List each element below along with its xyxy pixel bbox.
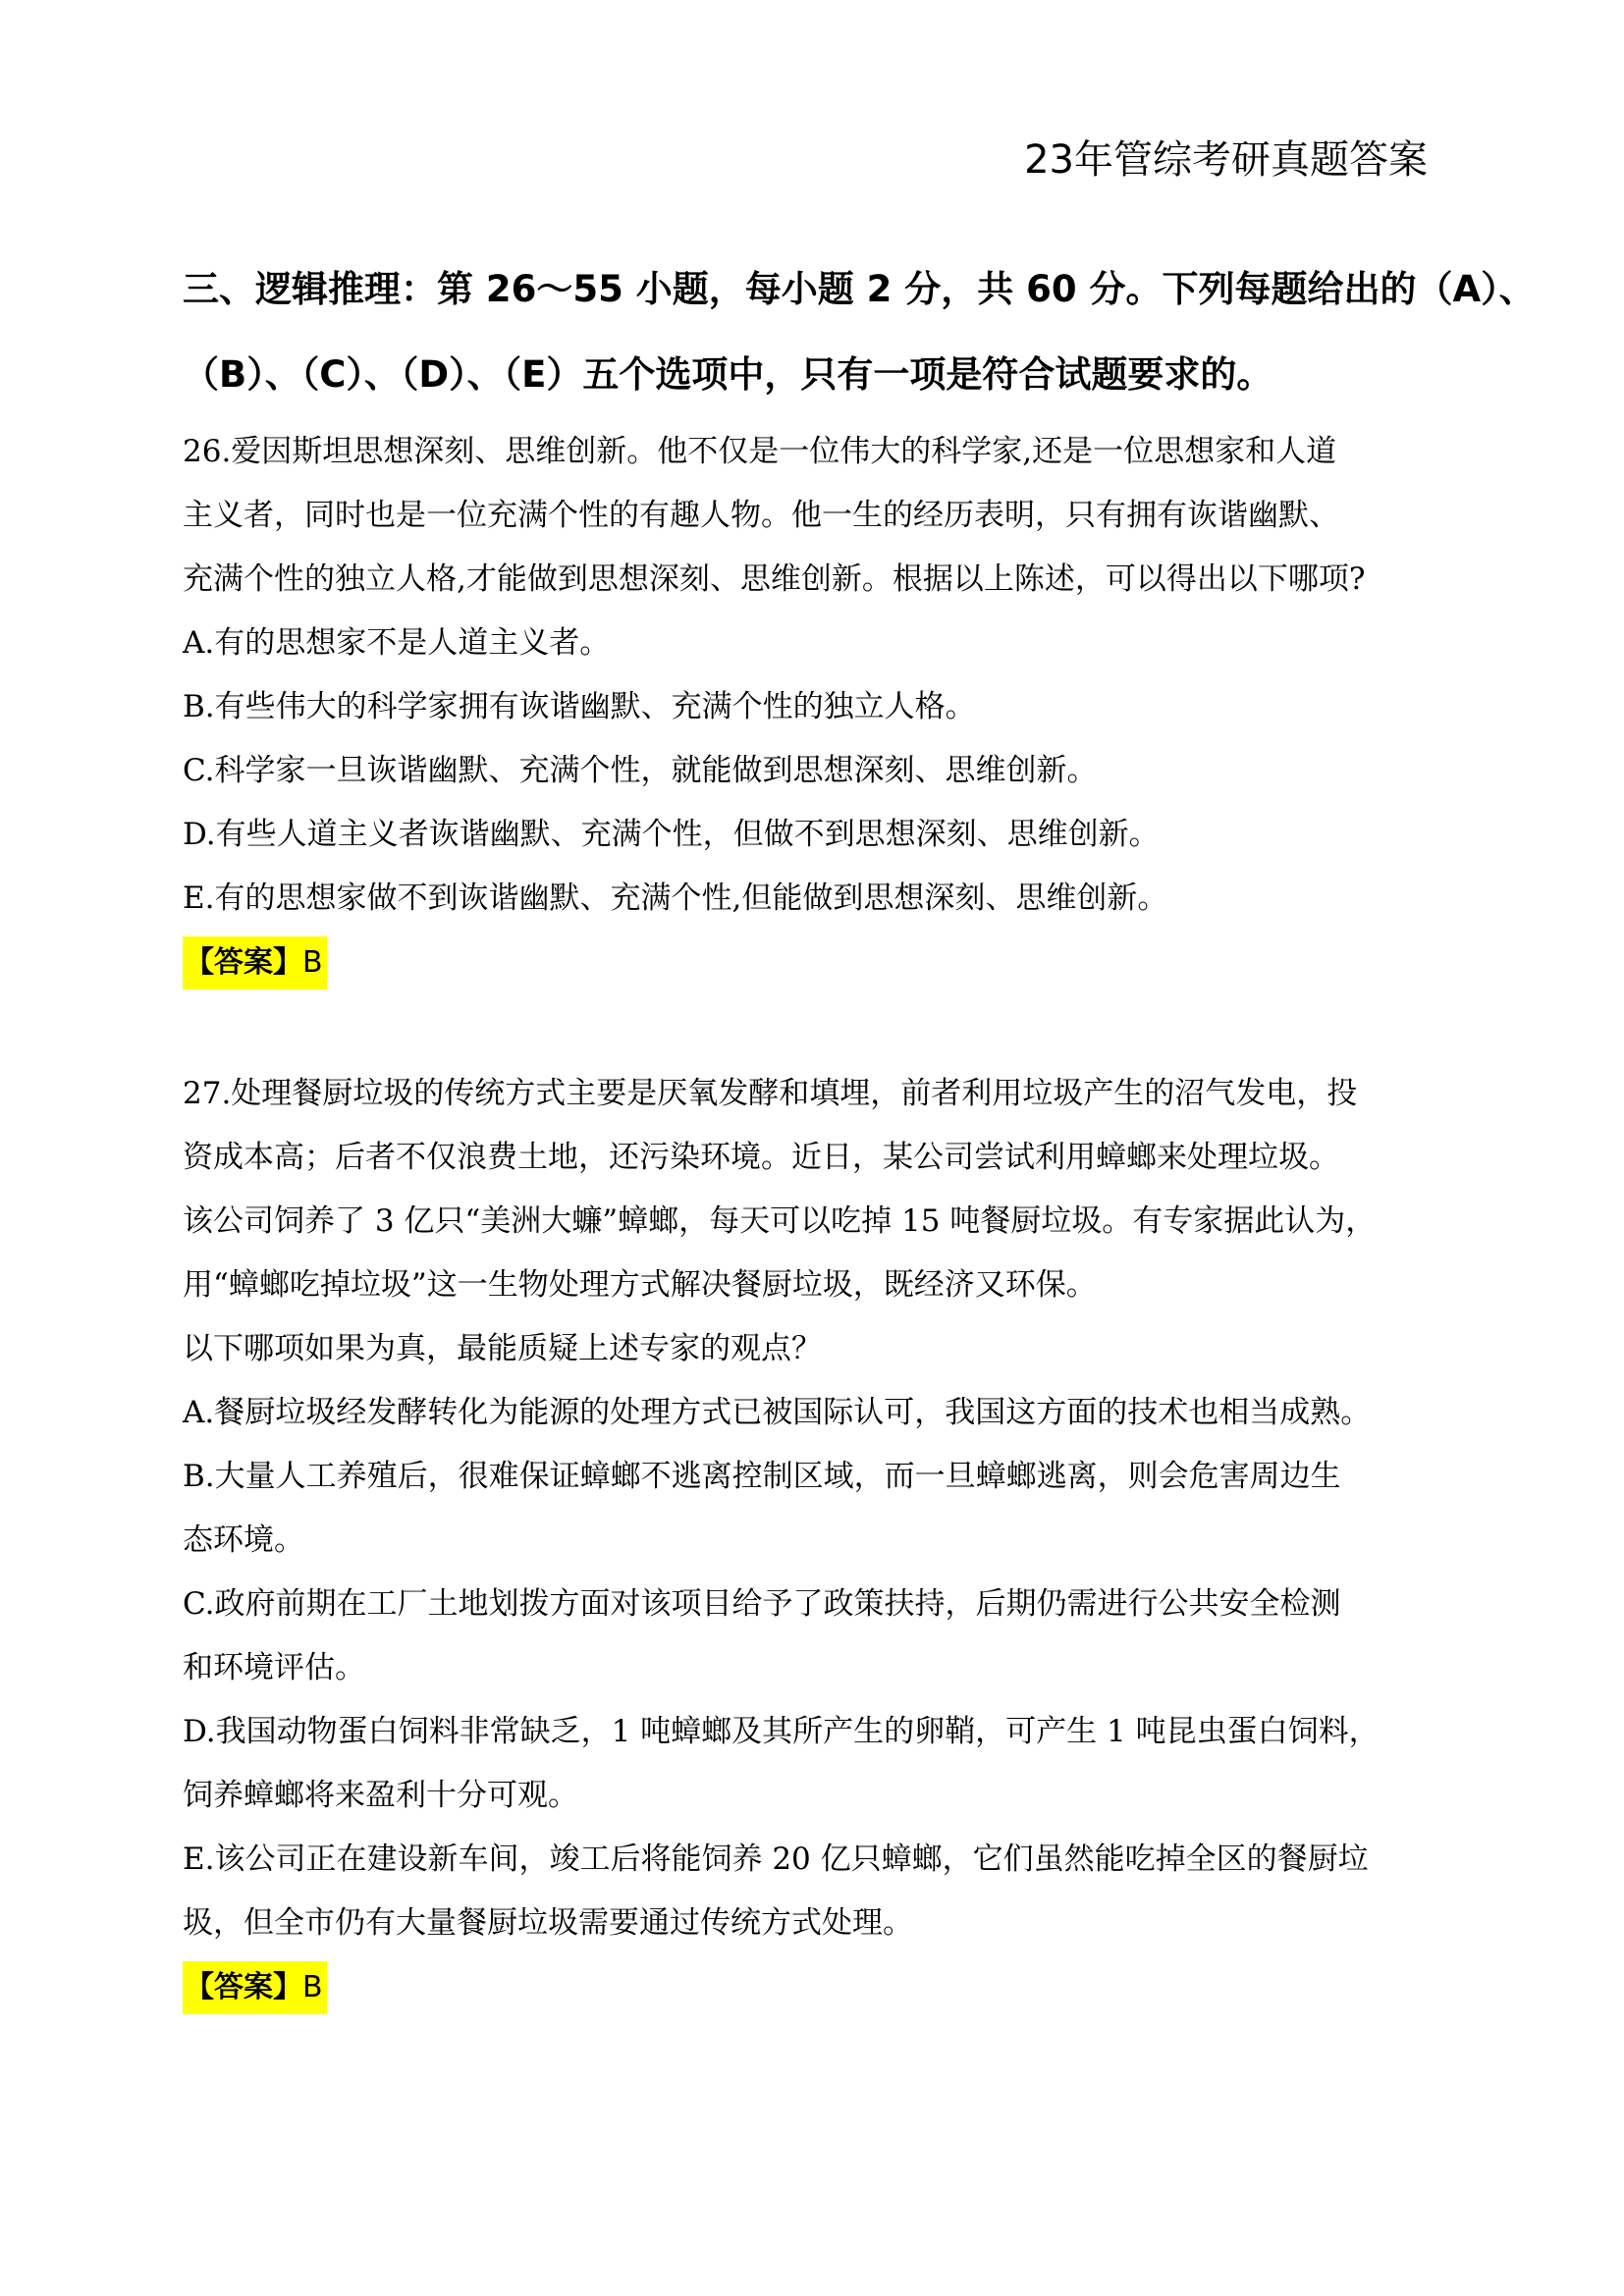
option-c: C.政府前期在工厂土地划拨方面对该项目给予了政策扶持，后期仍需进行公共安全检测	[183, 1586, 1341, 1622]
option-e-continued: 圾，但全市仍有大量餐厨垃圾需要通过传统方式处理。	[183, 1905, 913, 1941]
question-stem-line: 该公司饲养了 3 亿只“美洲大蠊”蟑螂，每天可以吃掉 15 吨餐厨垃圾。有专家据此认为，	[183, 1203, 1377, 1239]
answer-value: B	[302, 1970, 323, 2004]
option-a: A.有的思想家不是人道主义者。	[183, 625, 611, 661]
answer-label: 【答案】	[185, 945, 302, 980]
section-heading-line: 三、逻辑推理：第 26～55 小题，每小题 2 分，共 60 分。下列每题给出的（A）、	[183, 268, 1536, 310]
option-c: C.科学家一旦诙谐幽默、充满个性，就能做到思想深刻、思维创新。	[183, 753, 1098, 788]
question-stem-line: 主义者，同时也是一位充满个性的有趣人物。他一生的经历表明，只有拥有诙谐幽默、	[183, 498, 1339, 533]
answer-value: B	[302, 945, 323, 980]
question-stem-line: 充满个性的独立人格,才能做到思想深刻、思维创新。根据以上陈述，可以得出以下哪项?	[183, 561, 1366, 597]
option-e: E.该公司正在建设新车间，竣工后将能饲养 20 亿只蟑螂，它们虽然能吃掉全区的餐厨垃	[183, 1842, 1369, 1877]
answer-label: 【答案】	[185, 1970, 302, 2004]
section-heading	[183, 263, 1536, 401]
option-a: A.餐厨垃圾经发酵转化为能源的处理方式已被国际认可，我国这方面的技术也相当成熟。	[183, 1395, 1372, 1430]
question-27	[183, 1062, 1449, 2014]
document-title: 23年管综考研真题答案	[1024, 137, 1428, 183]
question-26	[183, 420, 1449, 989]
option-b: B.有些伟大的科学家拥有诙谐幽默、充满个性的独立人格。	[183, 689, 976, 724]
option-c-continued: 和环境评估。	[183, 1650, 365, 1685]
question-stem-line: 用“蟑螂吃掉垃圾”这一生物处理方式解决餐厨垃圾，既经济又环保。	[183, 1267, 1097, 1303]
question-prompt: 以下哪项如果为真，最能质疑上述专家的观点？	[183, 1331, 822, 1366]
option-e: E.有的思想家做不到诙谐幽默、充满个性,但能做到思想深刻、思维创新。	[183, 881, 1168, 916]
question-stem-line: 27.处理餐厨垃圾的传统方式主要是厌氧发酵和填埋，前者利用垃圾产生的沼气发电，投	[183, 1076, 1358, 1111]
answer-badge	[183, 1961, 327, 2014]
option-b: B.大量人工养殖后，很难保证蟑螂不逃离控制区域，而一旦蟑螂逃离，则会危害周边生	[183, 1459, 1341, 1494]
option-b-continued: 态环境。	[183, 1522, 304, 1558]
option-d: D.有些人道主义者诙谐幽默、充满个性，但做不到思想深刻、思维创新。	[183, 817, 1160, 852]
option-d-continued: 饲养蟑螂将来盈利十分可观。	[183, 1778, 578, 1813]
question-stem-line: 26.爱因斯坦思想深刻、思维创新。他不仅是一位伟大的科学家,还是一位思想家和人道	[183, 434, 1337, 469]
section-heading-line: （B）、（C）、（D）、（E）五个选项中，只有一项是符合试题要求的。	[183, 353, 1273, 396]
option-d: D.我国动物蛋白饲料非常缺乏，1 吨蟑螂及其所产生的卵鞘，可产生 1 吨昆虫蛋白饲料，	[183, 1714, 1380, 1749]
answer-badge	[183, 936, 327, 989]
question-stem-line: 资成本高；后者不仅浪费土地，还污染环境。近日，某公司尝试利用蟑螂来处理垃圾。	[183, 1140, 1339, 1175]
